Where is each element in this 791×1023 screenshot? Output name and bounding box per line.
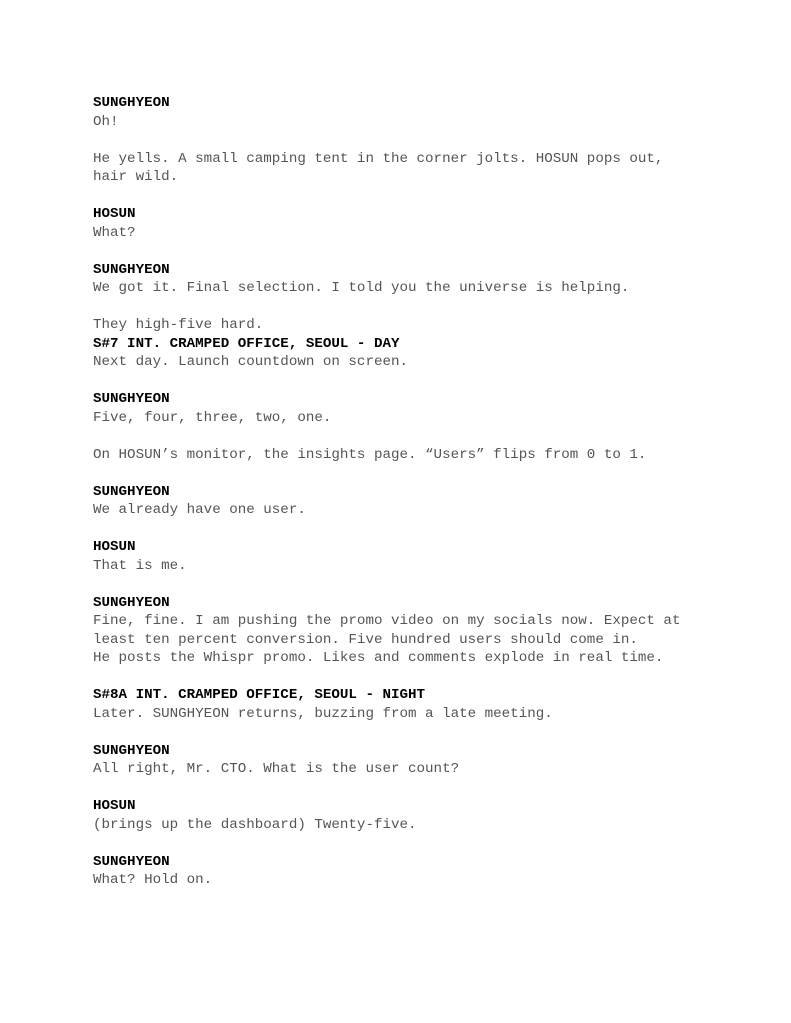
script-heading-line: SUNGHYEON <box>93 95 170 111</box>
script-heading-line: HOSUN <box>93 206 136 222</box>
script-heading-line: HOSUN <box>93 798 136 814</box>
script-line <box>93 298 733 317</box>
script-line <box>93 372 733 391</box>
script-line: What? <box>93 224 136 241</box>
script-line <box>93 242 733 261</box>
script-line: They high-five hard. <box>93 317 264 333</box>
script-line: We got it. Final selection. I told you the universe is helping. <box>93 280 630 296</box>
script-line <box>93 834 733 853</box>
script-line <box>93 575 733 594</box>
script-content <box>93 94 733 890</box>
script-line <box>93 131 733 150</box>
script-line <box>93 723 733 742</box>
script-heading-line: S#8A INT. CRAMPED OFFICE, SEOUL - NIGHT <box>93 687 426 703</box>
script-heading-line: HOSUN <box>93 539 136 555</box>
script-line: All right, Mr. CTO. What is the user count? <box>93 761 460 777</box>
script-line <box>93 779 733 798</box>
script-line: Fine, fine. I am pushing the promo video on my socials now. Expect at <box>93 613 681 629</box>
script-line: least ten percent conversion. Five hundred users should come in. <box>93 631 638 648</box>
script-line: Oh! <box>93 113 119 130</box>
script-line: What? Hold on. <box>93 872 213 888</box>
script-line <box>93 464 733 483</box>
script-line: We already have one user. <box>93 502 306 518</box>
script-line: On HOSUN’s monitor, the insights page. “Users” flips from 0 to 1. <box>93 446 647 463</box>
script-line <box>93 427 733 446</box>
script-heading-line: SUNGHYEON <box>93 483 170 500</box>
script-line: (brings up the dashboard) Twenty-five. <box>93 816 417 833</box>
script-line <box>93 520 733 539</box>
script-line: He posts the Whispr promo. Likes and comments explode in real time. <box>93 650 664 666</box>
script-line: Next day. Launch countdown on screen. <box>93 354 409 370</box>
script-line: hair wild. <box>93 169 179 185</box>
script-line: Five, four, three, two, one. <box>93 409 332 426</box>
script-line: Later. SUNGHYEON returns, buzzing from a late meeting. <box>93 705 553 722</box>
script-line: That is me. <box>93 557 187 574</box>
script-line <box>93 668 733 687</box>
script-heading-line: S#7 INT. CRAMPED OFFICE, SEOUL - DAY <box>93 335 400 352</box>
script-heading-line: SUNGHYEON <box>93 853 170 870</box>
script-heading-line: SUNGHYEON <box>93 594 170 611</box>
script-heading-line: SUNGHYEON <box>93 261 170 278</box>
script-heading-line: SUNGHYEON <box>93 742 170 759</box>
script-line: He yells. A small camping tent in the corner jolts. HOSUN pops out, <box>93 150 664 167</box>
script-line <box>93 187 733 206</box>
script-heading-line: SUNGHYEON <box>93 391 170 407</box>
